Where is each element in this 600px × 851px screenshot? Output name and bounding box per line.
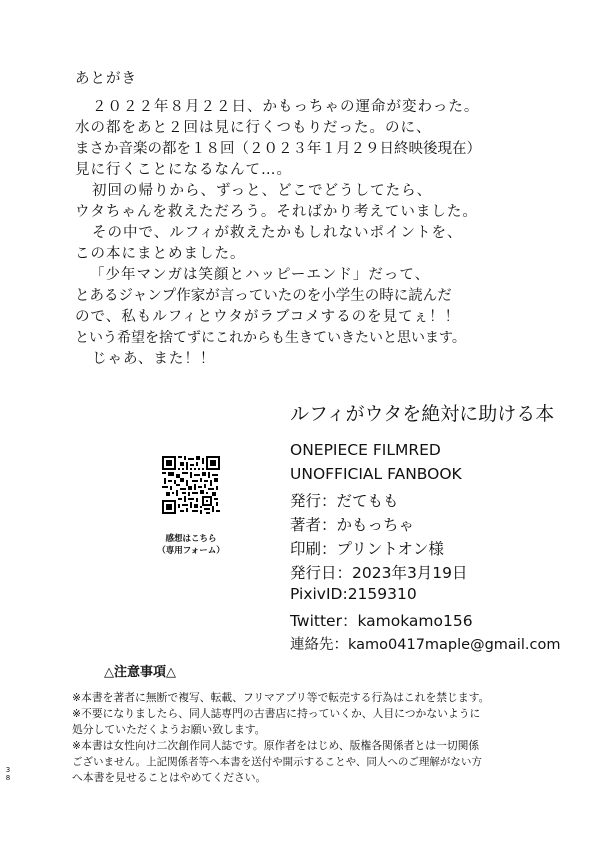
afterword-line: 見に行くことになるなんて…。 (75, 162, 292, 178)
afterword-line: ウタちゃんを救えただろう。そればかり考えていました。 (75, 204, 478, 220)
afterword-line: という希望を捨てずにこれからも生きていきたいと思います。 (75, 330, 466, 346)
colophon-line: 印刷：プリントオン様 (290, 540, 444, 558)
notice-title: △注意事項△ (104, 665, 176, 680)
colophon-contact[interactable]: 連絡先：kamo0417maple@gmail.com (290, 637, 561, 653)
afterword-line: ので、私もルフィとウタがラブコメするのを見てぇ！！ (75, 309, 461, 325)
afterword-line: この本にまとめました。 (75, 246, 246, 262)
book-title: ルフィがウタを絶対に助ける本 (290, 403, 555, 425)
notice-line: へ本書を見せることはやめてください。 (72, 771, 267, 784)
colophon-line: UNOFFICIAL FANBOOK (290, 465, 462, 483)
afterword-line: 水の都をあと２回は見に行くつもりだった。のに、 (75, 120, 432, 136)
afterword-line: その中で、ルフィが救えたかもしれないポイントを、 (92, 225, 463, 241)
colophon-line: 発行：だてもも (290, 492, 399, 510)
afterword-heading: あとがき (75, 71, 137, 87)
notice-line: ※本書は女性向け二次創作同人誌です。原作者をはじめ、版権各関係者とは一切関係 (72, 739, 480, 752)
notice-line: ※本書を著者に無断で複写、転載、フリマアプリ等で転売する行為はこれを禁じます。 (72, 691, 490, 704)
qr-code-icon[interactable] (162, 456, 220, 514)
afterword-line: 初回の帰りから、ずっと、どこでどうしてたら、 (92, 183, 433, 199)
afterword-line: じゃあ、また！！ (92, 351, 216, 367)
afterword-line: とあるジャンプ作家が言っていたのを小学生の時に読んだ (75, 288, 452, 304)
afterword-line: 「少年マンガは笑顔とハッピーエンド」だって、 (90, 267, 431, 283)
notice-line: ございません。上記関係者等へ本書を送付や開示することや、同人へのご理解がない方 (72, 756, 482, 768)
qr-caption-line: （専用フォーム） (157, 546, 225, 556)
afterword-line: まさか音楽の都を１８回（２０２３年１月２９日終映後現在） (75, 141, 481, 157)
colophon-line: Twitter：kamokamo156 (290, 612, 473, 630)
qr-caption (150, 533, 232, 557)
colophon-line: 著者：かもっちゃ (290, 516, 415, 534)
colophon-line: ONEPIECE FILMRED (290, 441, 441, 459)
qr-caption-line: 感想はこちら (165, 534, 217, 544)
colophon-line: PixivID:2159310 (290, 585, 417, 603)
colophon-line: 発行日：2023年3月19日 (290, 564, 468, 582)
notice-line: 処分していただくようお願い致します。 (72, 723, 266, 736)
notice-line: ※不要になりましたら、同人誌専門の古書店に持っていくか、人目につかないように (72, 707, 481, 720)
page-number: 3 8 (5, 766, 11, 782)
afterword-line: ２０２２年８月２２日、かもっちゃの運命が変わった。 (92, 99, 480, 115)
